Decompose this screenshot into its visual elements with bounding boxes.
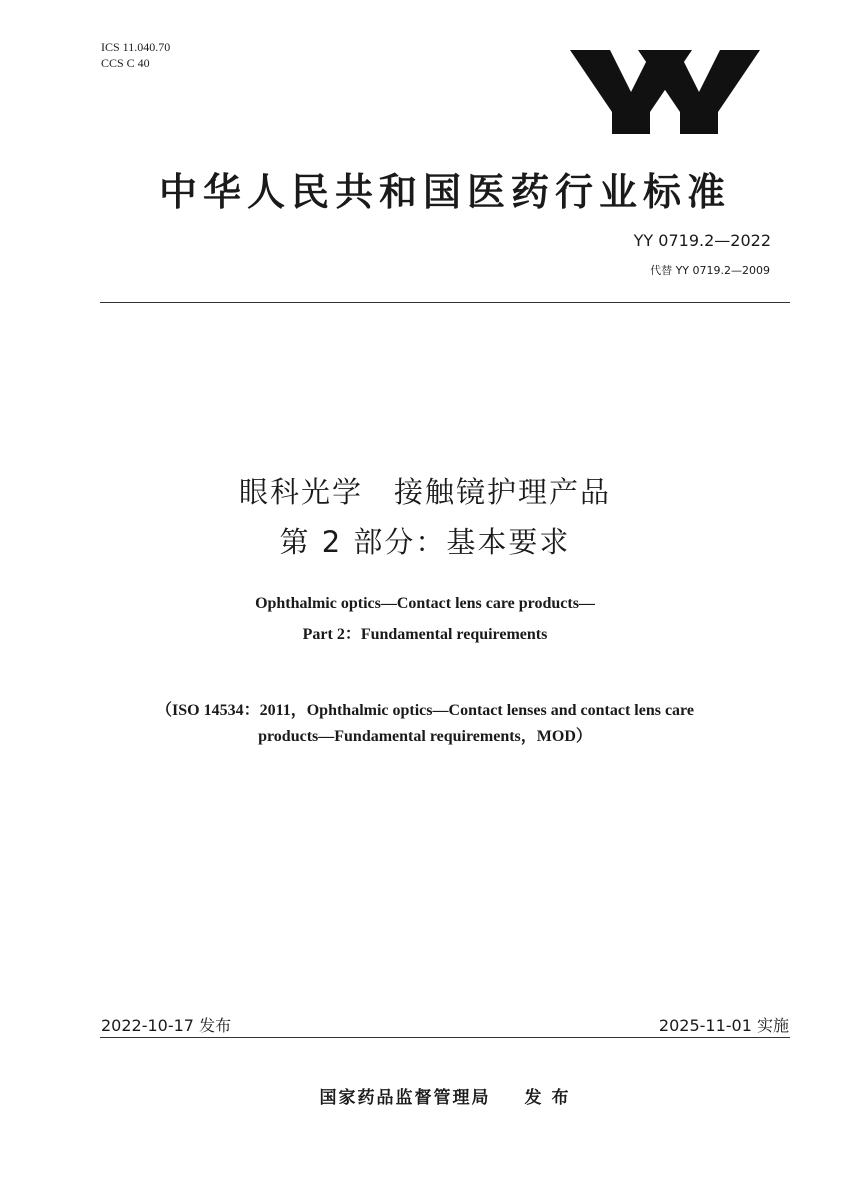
ccs-code: CCS C 40 — [101, 56, 150, 70]
standard-number: YY 0719.2—2022 — [633, 231, 771, 250]
publish-date: 2022-10-17 发布 — [101, 1016, 232, 1035]
issuing-authority — [0, 1083, 850, 1108]
english-title-line-2: Part 2：Fundamental requirements — [302, 626, 548, 643]
document-title-line-2: 第 2 部分：基本要求 — [279, 525, 571, 559]
english-title-line-1: Ophthalmic optics—Contact lens care products— — [255, 595, 595, 612]
ics-code: ICS 11.040.70 — [101, 40, 171, 54]
yy-logo — [560, 30, 760, 140]
footer-divider — [100, 1037, 790, 1038]
document-title-line-1: 眼科光学 接触镜护理产品 — [238, 475, 611, 509]
replaces-standard: 代替 YY 0719.2—2009 — [650, 264, 770, 277]
issue-label: 发 布 — [524, 1088, 571, 1108]
header-divider — [100, 302, 790, 303]
iso-reference-line-1: （ISO 14534：2011，Ophthalmic optics—Contact lenses and contact lens care — [156, 702, 694, 719]
standard-category-title: 中华人民共和国医药行业标准 — [158, 170, 731, 214]
iso-reference-line-2: products—Fundamental requirements，MOD） — [258, 728, 592, 745]
issuer-name: 国家药品监督管理局 — [319, 1088, 491, 1108]
implement-date: 2025-11-01 实施 — [658, 1016, 789, 1035]
